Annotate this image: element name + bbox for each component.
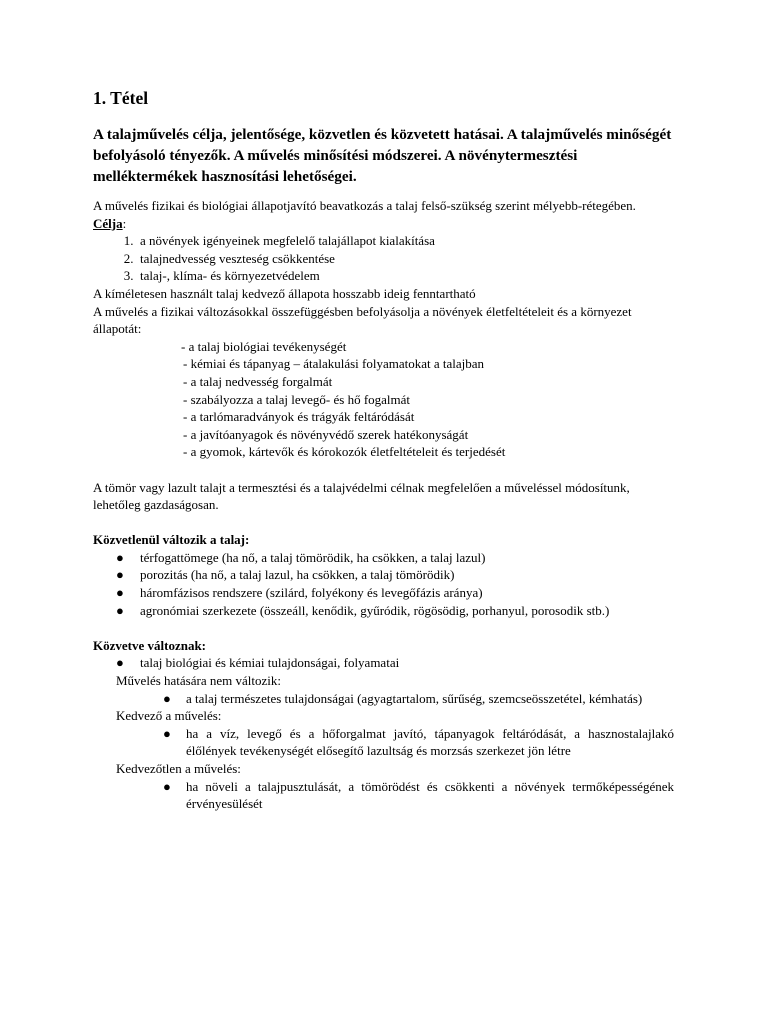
list-item: ● talaj biológiai és kémiai tulajdonságai, folyamatai: [116, 655, 400, 671]
direct-heading: Közvetlenül változik a talaj:: [93, 532, 250, 548]
document-body: [93, 197, 674, 813]
unfavorable-list: [93, 778, 674, 813]
list-item: - kémiai és tápanyag – átalakulási folyamatokat a talajban: [183, 356, 485, 372]
celja-label: Célja: [93, 215, 123, 231]
celja-line: [93, 215, 674, 233]
list-item: ● térfogattömege (ha nő, a talaj tömörödik, ha csökken, a talaj lazul): [116, 549, 486, 565]
celja-list: [93, 232, 674, 285]
no-change-list: [93, 690, 674, 708]
list-item: - a gyomok, kártevők és kórokozók életfeltételeit és terjedését: [183, 444, 506, 460]
list-item: - a talaj biológiai tevékenységét: [181, 338, 347, 354]
list-item: ● a talaj természetes tulajdonságai (agyagtartalom, sűrűség, szemcseösszetétel, kémhatás): [163, 690, 643, 706]
list-item: ● háromfázisos rendszere (szilárd, folyékony és levegőfázis aránya): [116, 585, 483, 601]
bullet-icon: ●: [116, 602, 124, 618]
favorable-list: [93, 725, 674, 760]
unfavorable-label: Kedvezőtlen a művelés:: [116, 761, 241, 776]
bullet-icon: ●: [163, 725, 171, 741]
list-item: 1. a növények igényeinek megfelelő talajállapot kialakítása: [140, 232, 674, 250]
page-title: 1. Tétel: [93, 88, 149, 108]
list-item: 3. talaj-, klíma- és környezetvédelem: [140, 267, 674, 285]
effects-list: [93, 338, 674, 461]
indirect-list: [93, 654, 674, 672]
celja-colon: :: [122, 215, 127, 231]
list-item: 2. talajnedvesség veszteség csökkentése: [140, 250, 674, 268]
list-item: - szabályozza a talaj levegő- és hő fogalmát: [183, 391, 411, 407]
paragraph: A kíméletesen használt talaj kedvező állapota hosszabb ideig fenntartható: [93, 285, 476, 301]
list-item: ● ha a víz, levegő és a hőforgalmat javító, tápanyagok feltáródását, a hasznostalajlakó élőlények tevékenységét elősegítő lazultság és morzsás szerkezet jön létre: [163, 725, 674, 759]
bullet-icon: ●: [116, 549, 124, 565]
bullet-icon: ●: [163, 778, 171, 794]
bullet-icon: ●: [116, 585, 124, 601]
paragraph: A tömör vagy lazult talajt a termesztési és a talajvédelmi célnak megfelelően a műveléssel módosítunk, lehetőleg gazdaságosan.: [93, 479, 630, 513]
favorable-label: Kedvező a művelés:: [116, 708, 222, 724]
list-item: - a talaj nedvesség forgalmát: [183, 373, 333, 389]
intro-paragraph: A művelés fizikai és biológiai állapotjavító beavatkozás a talaj felső-szükség szerint mélyebb-rétegében.: [93, 198, 636, 213]
list-item: ● ha növeli a talajpusztulását, a tömörödést és csökkenti a növények termőképességének érvényesülését: [163, 778, 674, 812]
list-item: ● porozitás (ha nő, a talaj lazul, ha csökken, a talaj tömörödik): [116, 567, 455, 583]
document-subtitle: A talajművelés célja, jelentősége, közvetlen és közvetett hatásai. A talajművelés minőségét befolyásoló tényezők. A művelés minősítési módszerei. A növénytermesztési melléktermékek hasznosítási lehetőségei.: [93, 126, 672, 185]
list-item: ● agronómiai szerkezete (összeáll, kenődik, gyűródik, rögösödig, porhanyul, porosodik stb.): [116, 602, 610, 618]
indirect-heading: Közvetve változnak:: [93, 637, 207, 653]
list-item: - a javítóanyagok és növényvédő szerek hatékonyságát: [183, 426, 469, 442]
no-change-label: Művelés hatására nem változik:: [116, 673, 281, 689]
list-item: - a tarlómaradványok és trágyák feltáródását: [183, 409, 415, 425]
paragraph: A művelés a fizikai változásokkal összefüggésben befolyásolja a növények életfeltételeit és a környezet állapotát:: [93, 303, 632, 337]
bullet-icon: ●: [116, 655, 124, 671]
bullet-icon: ●: [163, 690, 171, 706]
bullet-icon: ●: [116, 567, 124, 583]
direct-list: [93, 549, 674, 619]
